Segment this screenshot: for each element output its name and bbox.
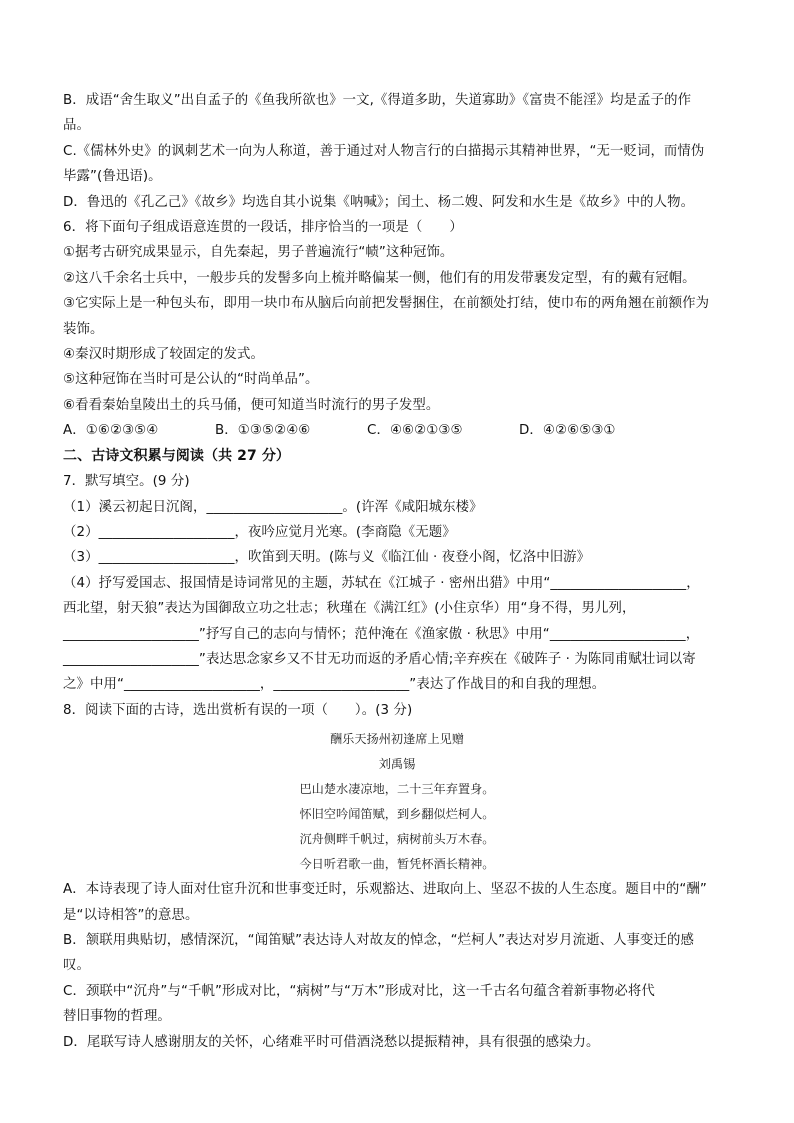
q6-sentence-1: ①据考古研究成果显示，自先秦起，男子普遍流行“帻”这种冠饰。 (63, 245, 454, 261)
q6-sentence-5: ⑤这种冠饰在当时可是公认的“时尚单品”。 (63, 372, 319, 388)
q7-item-1: （1）溪云初起日沉阁，____________________。(许浑《咸阳城东楼》 (63, 499, 483, 515)
q8-option-b-line1: B．颔联用典贴切，感情深沉，“闻笛赋”表达诗人对故友的悼念，“烂柯人”表达对岁月流逝、人事变迁的感 (63, 932, 695, 948)
exam-page (63, 88, 731, 1055)
poem-line-3: 沉舟侧畔千帆过，病树前头万木春。 (299, 832, 495, 847)
q6-option-d: D．④②⑥⑤③① (519, 423, 616, 439)
q8-option-d: D．尾联写诗人感谢朋友的关怀，心绪难平时可借酒浇愁以提振精神，具有很强的感染力。 (63, 1034, 600, 1050)
q5-option-b-line2: 品。 (63, 118, 90, 134)
q8-option-c-line2: 替旧事物的哲理。 (63, 1009, 171, 1025)
q6-option-c: C．④⑥②①③⑤ (367, 423, 463, 439)
q8-option-a-line2: 是“以诗相答”的意思。 (63, 907, 199, 923)
q6-sentence-4: ④秦汉时期形成了较固定的发式。 (63, 347, 264, 363)
q6-options (63, 418, 731, 443)
q6-sentence-3-line2: 装饰。 (63, 321, 104, 337)
q7-item-2: （2）____________________，夜吟应觉月光寒。(李商隐《无题》 (63, 524, 456, 540)
q6-sentence-6: ⑥看看秦始皇陵出土的兵马俑，便可知道当时流行的男子发型。 (63, 397, 440, 413)
q8-stem: 8．阅读下面的古诗，选出赏析有误的一项（ ）。(3 分) (63, 702, 413, 718)
q5-option-b-line1: B．成语“舍生取义”出自孟子的《鱼我所欲也》一文,《得道多助，失道寡助》《富贵不能淫》均是孟子的作 (63, 93, 692, 108)
q8-option-a-line1: A．本诗表现了诗人面对仕宦升沉和世事变迁时，乐观豁达、进取向上、坚忍不拔的人生态度。题目中的“酬” (63, 882, 707, 898)
q5-option-c-line2: 毕露”(鲁迅语)。 (63, 169, 162, 185)
q8-option-c-line1: C．颈联中“沉舟”与“千帆”形成对比，“病树”与“万木”形成对比，这一千古名句蕴含着新事物必将代 (63, 983, 655, 999)
q6-sentence-2: ②这八千余名士兵中，一般步兵的发髻多向上梳并略偏某一侧，他们有的用发带裹发定型，有的戴有冠帽。 (63, 270, 696, 286)
poem-line-1: 巴山楚水凄凉地，二十三年弃置身。 (299, 782, 495, 797)
q7-item-4-line1: （4）抒写爱国志、报国情是诗词常见的主题，苏轼在《江城子 · 密州出猎》中用“____________________， (63, 575, 700, 591)
q7-item-4-line2: 西北望，射天狼”表达为国御敌立功之壮志；秋瑾在《满江红》(小住京华）用“身不得，男儿列， (63, 601, 636, 617)
q7-stem: 7．默写填空。(9 分) (63, 474, 190, 490)
q6-option-a: A．①⑥②③⑤④ (63, 423, 159, 439)
q7-item-4-line4: ____________________”表达思念家乡又不甘无功而返的矛盾心情;辛弃疾在《破阵子 · 为陈同甫赋壮词以寄 (63, 651, 696, 667)
q5-option-c-line1: C.《儒林外史》的讽刺艺术一向为人称道，善于通过对人物言行的白描揭示其精神世界，“无一贬词，而情伪 (63, 143, 705, 159)
section-2-title: 二、古诗文积累与阅读（共 27 分） (63, 447, 291, 464)
q7-item-4-line3: ____________________”抒写自己的志向与情怀；范仲淹在《渔家傲 · 秋思》中用“____________________， (63, 626, 700, 642)
poem-line-2: 怀旧空吟闻笛赋，到乡翻似烂柯人。 (299, 807, 495, 822)
q6-stem: 6．将下面句子组成语意连贯的一段话，排序恰当的一项是（ ） (63, 220, 463, 236)
q7-item-3: （3）____________________，吹笛到天明。(陈与义《临江仙 · 夜登小阁，忆洛中旧游》 (63, 550, 591, 566)
poem-author: 刘禹锡 (378, 757, 416, 772)
poem-line-4: 今日听君歌一曲，暂凭杯酒长精神。 (299, 857, 495, 872)
q5-option-d: D．鲁迅的《孔乙己》《故乡》均选自其小说集《呐喊》；闰土、杨二嫂、阿发和水生是《故乡》中的人物。 (63, 194, 695, 210)
q8-option-b-line2: 叹。 (63, 958, 90, 974)
q6-sentence-3-line1: ③它实际上是一种包头布，即用一块巾布从脑后向前把发髻捆住，在前额处打结，使巾布的两角翘在前额作为 (63, 296, 710, 312)
poem-title: 酬乐天扬州初逢席上见赠 (329, 732, 465, 747)
q6-option-b: B．①③⑤②④⑥ (215, 423, 311, 439)
q7-item-4-line5: 之》中用“____________________，____________________”表达了作战目的和自我的理想。 (63, 677, 606, 693)
